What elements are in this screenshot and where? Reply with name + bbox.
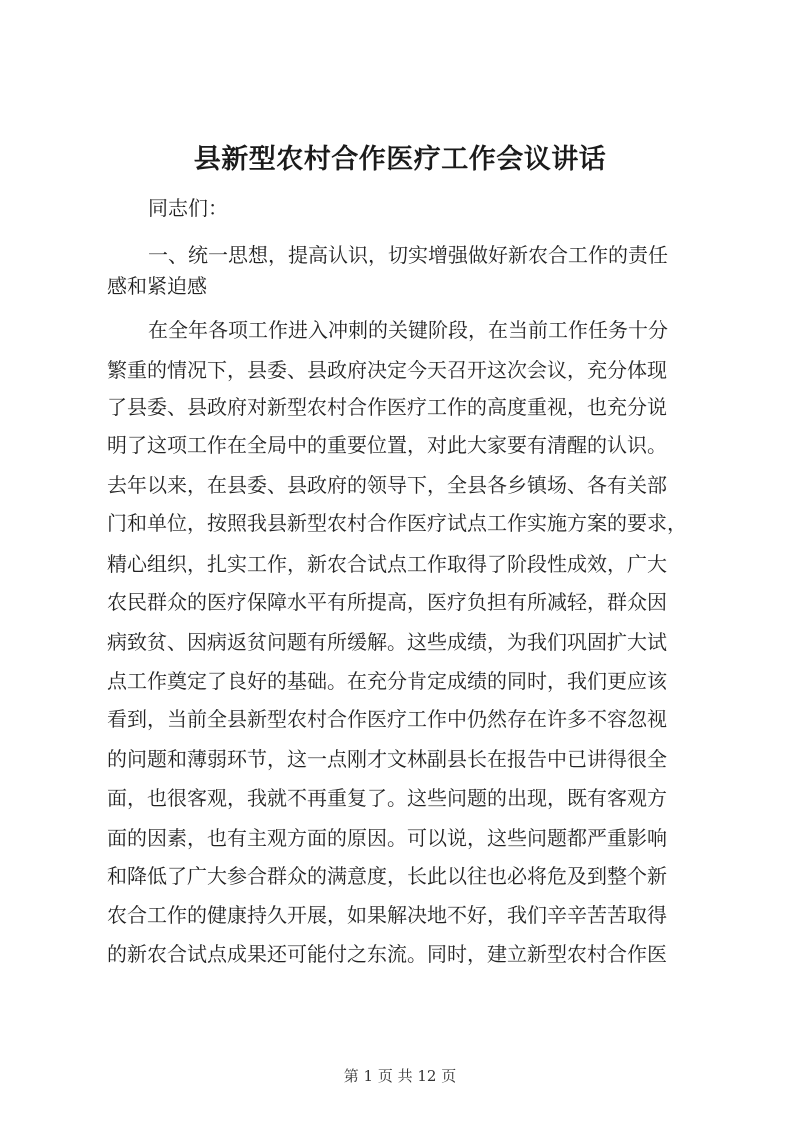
section-heading-line-2: 感和紧迫感 <box>107 274 207 298</box>
paragraph-line: 农合工作的健康持久开展，如果解决地不好，我们辛辛苦苦取得 <box>107 903 667 927</box>
paragraph-line: 看到，当前全县新型农村合作医疗工作中仍然存在许多不容忽视 <box>107 707 667 731</box>
paragraph-line: 面，也很客观，我就不再重复了。这些问题的出现，既有客观方 <box>107 786 667 810</box>
document-title: 县新型农村合作医疗工作会议讲话 <box>193 144 607 175</box>
paragraph-line: 了县委、县政府对新型农村合作医疗工作的高度重视，也充分说 <box>107 395 667 419</box>
paragraph-line: 的新农合试点成果还可能付之东流。同时，建立新型农村合作医 <box>107 942 667 966</box>
paragraph-line: 和降低了广大参合群众的满意度，长此以往也必将危及到整个新 <box>107 864 667 888</box>
paragraph-line: 在全年各项工作进入冲刺的关键阶段，在当前工作任务十分 <box>148 318 668 342</box>
paragraph-line: 繁重的情况下，县委、县政府决定今天召开这次会议，充分体现 <box>107 358 667 382</box>
section-heading-line-1: 一、统一思想，提高认识，切实增强做好新农合工作的责任 <box>148 243 668 267</box>
paragraph-line: 精心组织，扎实工作，新农合试点工作取得了阶段性成效，广大 <box>107 552 667 576</box>
paragraph-line: 点工作奠定了良好的基础。在充分肯定成绩的同时，我们更应该 <box>107 669 667 693</box>
paragraph-line: 明了这项工作在全局中的重要位置，对此大家要有清醒的认识。 <box>107 433 667 457</box>
paragraph-line: 农民群众的医疗保障水平有所提高，医疗负担有所减轻，群众因 <box>107 590 667 614</box>
paragraph-line: 门和单位，按照我县新型农村合作医疗试点工作实施方案的要求， <box>107 511 687 535</box>
paragraph-line: 的问题和薄弱环节，这一点刚才文林副县长在报告中已讲得很全 <box>107 747 667 771</box>
paragraph-line: 面的因素，也有主观方面的原因。可以说，这些问题都严重影响 <box>107 826 667 850</box>
paragraph-line: 去年以来，在县委、县政府的领导下，全县各乡镇场、各有关部 <box>107 473 667 497</box>
paragraph-line: 病致贫、因病返贫问题有所缓解。这些成绩，为我们巩固扩大试 <box>107 630 667 654</box>
page-number-footer: 第 1 页 共 12 页 <box>343 1067 457 1085</box>
salutation: 同志们： <box>148 196 228 220</box>
